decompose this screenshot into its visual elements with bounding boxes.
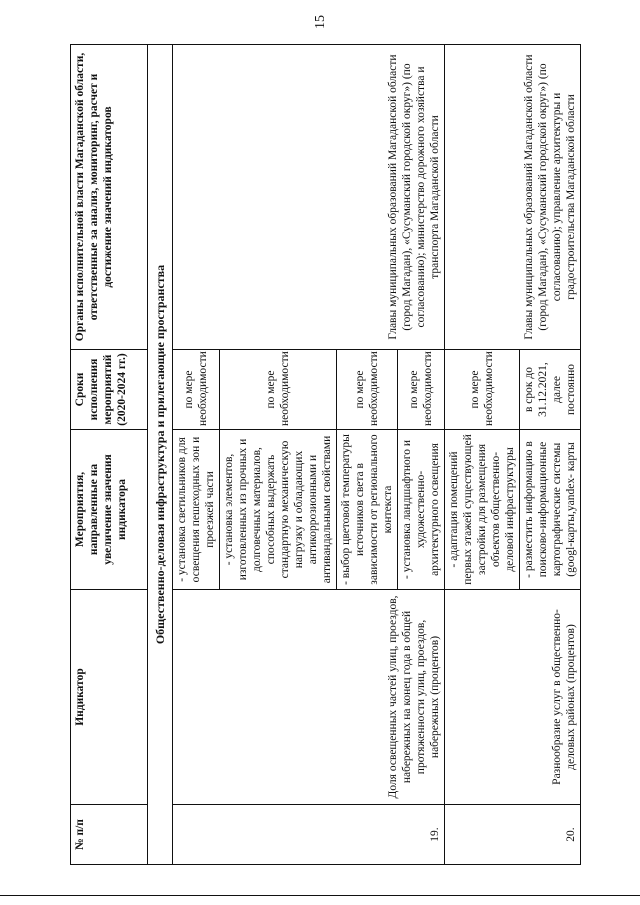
indicator-cell: Разнообразие услуг в общественно-деловых районах (процентов) (445, 590, 581, 805)
table-row (173, 45, 220, 865)
header-terms: Сроки исполнения мероприятий (2020-2024 гг.) (71, 350, 148, 430)
header-indicator: Индикатор (71, 590, 148, 805)
indicator-cell: Доля освещенных частей улиц, проездов, набережных на конец года в общей протяженности улиц, проездов, набережных (процентов) (173, 590, 445, 805)
term-cell: по мере необходимости (445, 350, 520, 430)
authorities-cell: Главы муниципальных образований Магаданской области (город Магадан), «Сусуманский городской округ») (по согласованию); управление архитектуры и градостроительства Магаданской области (445, 45, 581, 350)
table-header-row (71, 45, 148, 865)
header-num: № п/п (71, 805, 148, 865)
term-cell: по мере необходимости (220, 350, 337, 430)
authorities-cell: Главы муниципальных образований Магаданской области (город Магадан), «Сусуманский городской округ») (по согласованию); министерство дорожного хозяйства и транспорта Магаданской области (173, 45, 445, 350)
term-cell: по мере необходимости (173, 350, 220, 430)
table-row (445, 45, 520, 865)
rotated-table-block (70, 45, 578, 865)
term-cell: по мере необходимости (398, 350, 445, 430)
term-cell: по мере необходимости (337, 350, 398, 430)
row-number: 20. (445, 805, 581, 865)
measure-cell: - разместить информацию в поисково-информационные картографические системы (googl-карты,yandex- карты (520, 430, 581, 590)
header-authorities: Органы исполнительной власти Магаданской области, ответственные за анализ, мониторинг, расчет и достижение значений индикаторов (71, 45, 148, 350)
header-measures: Мероприятия, направленные на увеличение значения индикатора (71, 430, 148, 590)
section-row (148, 45, 173, 865)
measure-cell: - установка светильников для освещения пешеходных зон и проезжей части (173, 430, 220, 590)
bottom-rule (0, 895, 640, 896)
measure-cell: - установка элементов, изготовленных из прочных и долговечных материалов, способных выдержать стандартную механическую нагрузку и обладающих антикоррозионными и антивандальными свойствами (220, 430, 337, 590)
measure-cell: - установка ландшафтного и художественно-архитектурного освещения (398, 430, 445, 590)
measure-cell: - адаптация помещений первых этажей существующей застройки для размещения объектов общественно-деловой инфраструктуры (445, 430, 520, 590)
measure-cell: - выбор цветовой температуры источников света в зависимости от регионального контекста (337, 430, 398, 590)
row-number: 19. (173, 805, 445, 865)
indicators-table (70, 44, 581, 865)
section-title: Общественно-деловая инфраструктура и прилегающие пространства (148, 45, 173, 865)
page-number: 15 (313, 15, 328, 29)
term-cell: в срок до 31.12.2021, далее постоянно (520, 350, 581, 430)
